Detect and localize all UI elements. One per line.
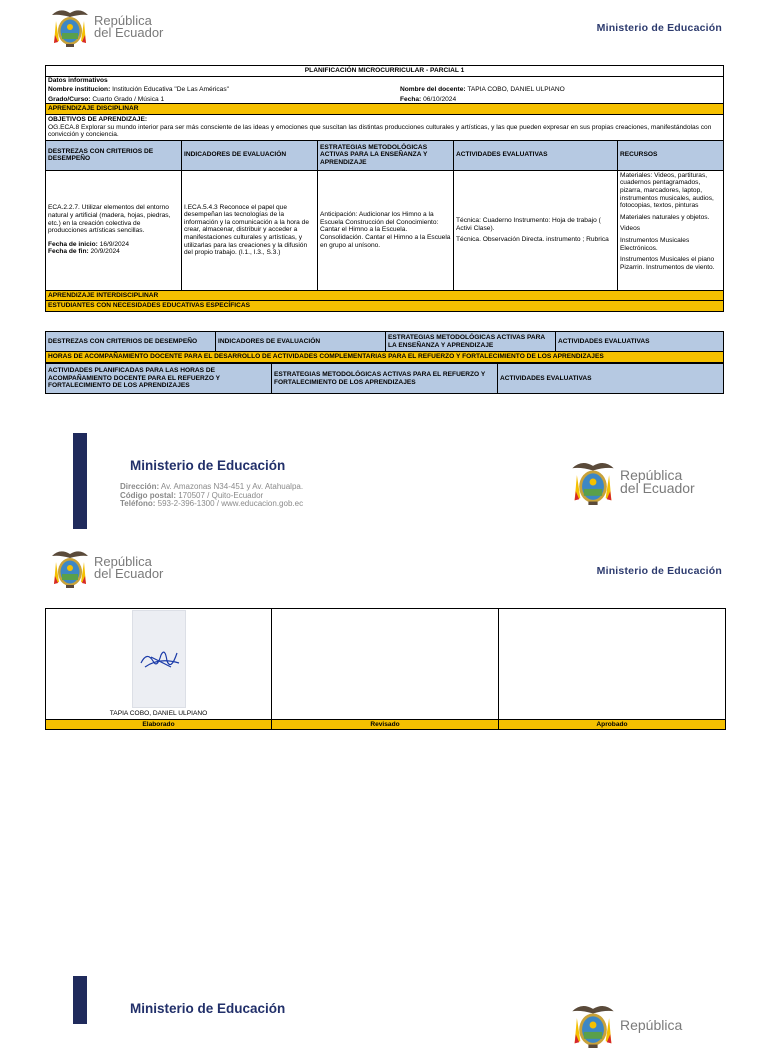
fecha-fin xyxy=(48,248,179,256)
gov-text-line1: República xyxy=(94,13,152,28)
table-row xyxy=(46,66,724,77)
indicador-cell: I.ECA.5.4.3 Reconoce el papel que desempeñan las tecnologías de la información y la comunicación a la hora de crear, almacenar, distribuir y acceder a manifestaciones culturales y artísticas, y utilizarlas para las creaciones y la difusión del propio trabajo. (I.1., I.3., S.3.) xyxy=(182,170,318,290)
telefono-value: 593-2-396-1300 / www.educacion.gob.ec xyxy=(157,499,304,508)
footer-accent-bar xyxy=(73,976,87,1024)
grado-label: Grado/Curso: xyxy=(48,95,91,103)
nee-col-indicadores: INDICADORES DE EVALUACIÓN xyxy=(216,332,386,352)
grado-value: Cuarto Grado / Música 1 xyxy=(92,95,165,103)
footer-gov-text xyxy=(620,1016,683,1033)
actividades-cell xyxy=(454,170,618,290)
gov-text-line1: República xyxy=(94,554,152,569)
horas-col-actividades: ACTIVIDADES PLANIFICADAS PARA LAS HORAS DE ACOMPAÑAMIENTO DOCENTE PARA EL REFUERZO Y FORTALECIMIENTO DE LOS APRENDIZAJES xyxy=(46,364,272,394)
fin-label: Fecha de fin: xyxy=(48,248,89,256)
nee-table xyxy=(45,331,724,363)
elaborado-label: Elaborado xyxy=(46,719,272,730)
nee-heading: ESTUDIANTES CON NECESIDADES EDUCATIVAS ESPECÍFICAS xyxy=(46,301,724,312)
fecha-inicio xyxy=(48,241,179,249)
inicio-label: Fecha de inicio: xyxy=(48,240,98,248)
ecuador-coat-of-arms-icon xyxy=(50,545,90,591)
direccion-value: Av. Amazonas N34-451 y Av. Atahualpa. xyxy=(160,482,304,491)
fecha-label: Fecha: xyxy=(400,95,422,103)
postal-label: Código postal: xyxy=(120,490,176,500)
institucion-value: Institución Educativa "De Las Américas" xyxy=(112,86,229,94)
datos-row-1 xyxy=(48,86,721,94)
grado-field xyxy=(48,96,400,104)
table-header-row xyxy=(46,332,724,352)
recurso-item: Videos xyxy=(620,225,641,233)
aprendizaje-disciplinar-heading: APRENDIZAJE DISCIPLINAR xyxy=(46,104,724,115)
signer-name: TAPIA COBO, DANIEL ULPIANO xyxy=(109,710,208,717)
table-row xyxy=(46,352,724,363)
ecuador-coat-of-arms-icon xyxy=(570,455,616,509)
gov-text-line1: República xyxy=(620,1016,683,1033)
gov-logo-text xyxy=(94,556,163,580)
signature-elaborado-cell xyxy=(46,609,272,720)
horas-col-estrategias: ESTRATEGIAS METODOLÓGICAS ACTIVAS PARA EL REFUERZO Y FORTALECIMIENTO DE LOS APRENDIZAJES xyxy=(272,364,498,394)
nee-col-actividades: ACTIVIDADES EVALUATIVAS xyxy=(556,332,724,352)
table-row xyxy=(46,290,724,301)
fecha-field xyxy=(400,96,456,104)
table-row xyxy=(46,104,724,115)
signature-revisado-cell xyxy=(272,609,499,720)
signature-image xyxy=(132,610,186,708)
institucion-field xyxy=(48,86,400,94)
inicio-value: 16/9/2024 xyxy=(99,240,130,248)
footer-ministry-title: Ministerio de Educación xyxy=(130,458,286,473)
gov-text-line2: del Ecuador xyxy=(94,566,164,581)
signature-aprobado-cell xyxy=(499,609,726,720)
actividad-item: Técnica. Observación Directa. instrumento ; Rubrica xyxy=(456,235,609,243)
recurso-item: Materiales naturales y objetos. xyxy=(620,213,710,221)
gov-text-line1: República xyxy=(620,467,683,483)
revisado-label: Revisado xyxy=(272,719,499,730)
footer-address xyxy=(120,483,303,509)
ecuador-coat-of-arms-icon xyxy=(570,998,616,1052)
gov-logo-text xyxy=(94,15,163,39)
postal-value: 170507 / Quito-Ecuador xyxy=(178,490,264,500)
actividad-item: Técnica: Cuaderno Instrumento: Hoja de trabajo ( Activi Clase). xyxy=(456,217,601,232)
table-row xyxy=(46,609,726,720)
horas-col-evaluativas: ACTIVIDADES EVALUATIVAS xyxy=(498,364,724,394)
institucion-label: Nombre institucion: xyxy=(48,86,111,94)
recurso-item: Instrumentos Musicales el piano Pizarrin. Instrumentos de viento. xyxy=(620,256,715,271)
footer-gov-logo xyxy=(570,998,682,1052)
col-header-estrategias: ESTRATEGIAS METODOLÓGICAS ACTIVAS PARA LA ENSEÑANZA Y APRENDIZAJE xyxy=(318,140,454,170)
nee-col-estrategias: ESTRATEGIAS METODOLÓGICAS ACTIVAS PARA LA ENSEÑANZA Y APRENDIZAJE xyxy=(386,332,556,352)
table-header-row xyxy=(46,140,724,170)
fin-value: 20/9/2024 xyxy=(90,248,120,256)
ministry-header-title: Ministerio de Educación xyxy=(596,22,722,34)
horas-table xyxy=(45,363,724,394)
interdisciplinar-heading: APRENDIZAJE INTERDISCIPLINAR xyxy=(46,290,724,301)
recurso-item: Materiales: Videos, partituras, cuadernos pentagramados, pizarra, marcadores, laptop, instrumentos musicales, audios, fotocopias, textos, pinturas xyxy=(620,171,714,210)
table-row xyxy=(46,76,724,104)
col-header-indicadores: INDICADORES DE EVALUACIÓN xyxy=(182,140,318,170)
horas-heading: HORAS DE ACOMPAÑAMIENTO DOCENTE PARA EL DESARROLLO DE ACTIVIDADES COMPLEMENTARIAS PARA EL REFUERZO Y FORTALECIMIENTO DE LOS APRENDIZAJES xyxy=(46,352,724,363)
gov-logo-top-page2 xyxy=(50,545,163,591)
destreza-text: ECA.2.2.7. Utilizar elementos del entorno natural y artificial (madera, hojas, piedras, etc.) en la creación colectiva de producciones artísticas sencillas. xyxy=(48,204,171,235)
telefono-label: Teléfono: xyxy=(120,499,156,508)
recurso-item: Instrumentos Musicales Electrónicos. xyxy=(620,236,690,252)
aprobado-label: Aprobado xyxy=(499,719,726,730)
footer-gov-logo xyxy=(570,455,695,509)
col-header-actividades: ACTIVIDADES EVALUATIVAS xyxy=(454,140,618,170)
footer-card-page2 xyxy=(73,976,695,1033)
signature-table xyxy=(45,608,726,730)
estrategias-cell: Anticipación: Audicionar los Himno a la Escuela Construcción del Conocimiento: Cantar el Himno a la Escuela. Consolidación. Cantar el Himno a la Escuela en grupo al unísono. xyxy=(318,170,454,290)
docente-field xyxy=(400,86,565,94)
recursos-cell xyxy=(618,170,724,290)
col-header-destrezas: DESTREZAS CON CRITERIOS DE DESEMPEÑO xyxy=(46,140,182,170)
footer-accent-bar xyxy=(73,433,87,529)
table-row xyxy=(46,719,726,730)
table-header-row xyxy=(46,364,724,394)
col-header-recursos: RECURSOS xyxy=(618,140,724,170)
docente-label: Nombre del docente: xyxy=(400,86,466,94)
direccion-label: Dirección: xyxy=(120,482,160,491)
nee-col-destrezas: DESTREZAS CON CRITERIOS DE DESEMPEÑO xyxy=(46,332,216,352)
table-row xyxy=(46,170,724,290)
footer-gov-text xyxy=(620,469,695,495)
footer-ministry-title: Ministerio de Educación xyxy=(130,1001,286,1016)
objetivos-text: OG.ECA.8 Explorar su mundo interior para ser más consciente de las ideas y emociones que suscitan las distintas producciones culturales y artísticas, y las que pueden expresar en sus propias creaciones, manifestándolas con convicción y conciencia. xyxy=(48,123,712,139)
planning-table xyxy=(45,65,724,312)
destreza-cell xyxy=(46,170,182,290)
gov-logo-top xyxy=(50,4,163,50)
docente-value: TAPIA COBO, DANIEL ULPIANO xyxy=(467,86,565,94)
gov-text-line2: del Ecuador xyxy=(94,25,164,40)
handwritten-signature-icon xyxy=(133,611,185,707)
datos-section xyxy=(46,76,724,104)
objetivos-cell xyxy=(46,114,724,140)
table-row xyxy=(46,114,724,140)
plan-title: PLANIFICACIÓN MICROCURRICULAR - PARCIAL 1 xyxy=(46,66,724,77)
ministry-header-title-page2: Ministerio de Educación xyxy=(596,565,722,577)
datos-label: Datos informativos xyxy=(48,76,108,84)
datos-row-2 xyxy=(48,96,721,104)
gov-text-line2: del Ecuador xyxy=(620,480,695,496)
footer-card xyxy=(73,433,695,529)
ecuador-coat-of-arms-icon xyxy=(50,4,90,50)
fecha-value: 06/10/2024 xyxy=(423,95,457,103)
objetivos-label: OBJETIVOS DE APRENDIZAJE: xyxy=(48,115,148,123)
table-row xyxy=(46,301,724,312)
